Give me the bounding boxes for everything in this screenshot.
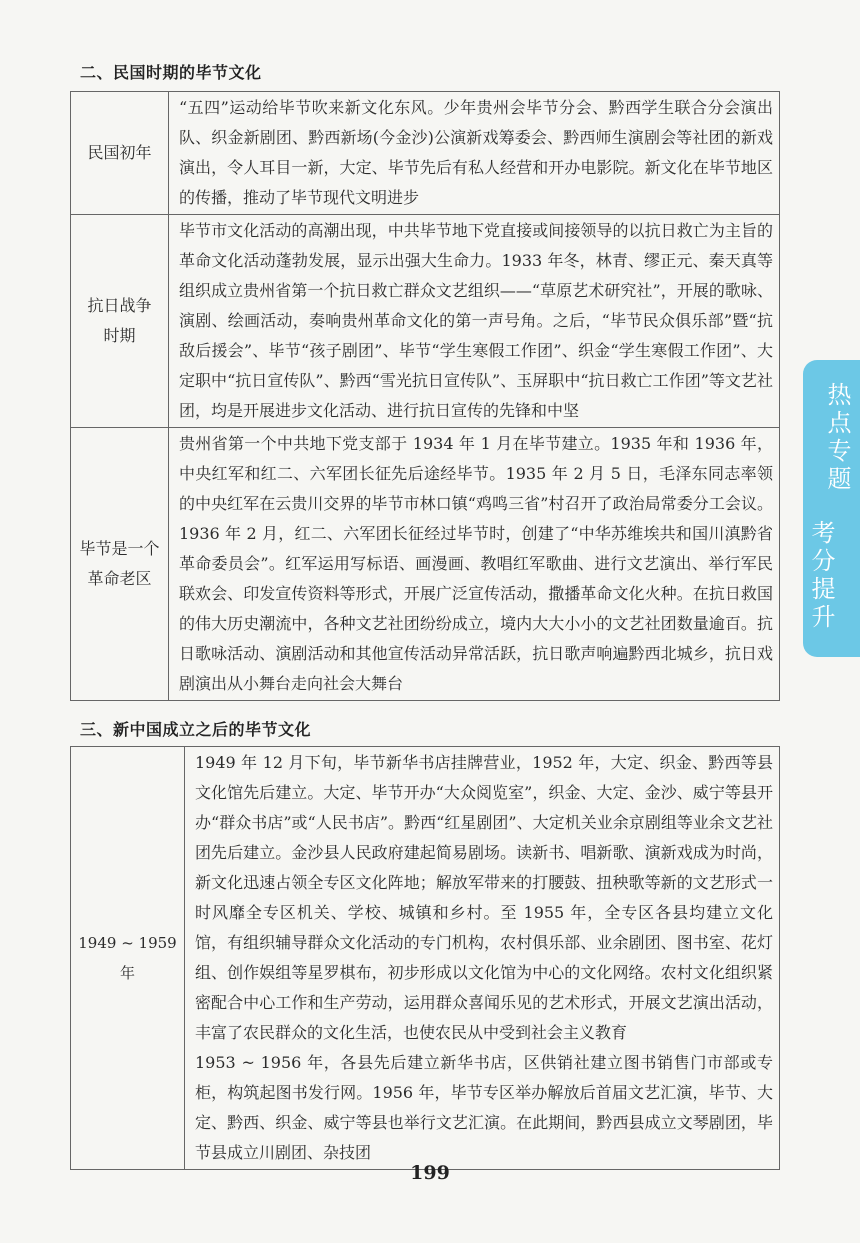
row-label: 抗日战争时期 — [71, 215, 169, 428]
table-row — [71, 92, 780, 215]
new-china-table — [70, 746, 780, 1170]
row-content — [185, 747, 780, 1170]
section-heading-republic: 二、民国时期的毕节文化 — [80, 63, 262, 82]
row-content: “五四”运动给毕节吹来新文化东风。少年贵州会毕节分会、黔西学生联合分会演出队、织金新剧团、黔西新场(今金沙)公演新戏筹委会、黔西师生演剧会等社团的新戏演出，令人耳目一新，大定、毕节先后有私人经营和开办电影院。新文化在毕节地区的传播，推动了毕节现代文明进步 — [169, 92, 780, 215]
table-row — [71, 215, 780, 428]
row-content: 毕节市文化活动的高潮出现，中共毕节地下党直接或间接领导的以抗日救亡为主旨的革命文化活动蓬勃发展，显示出强大生命力。1933 年冬，林青、缪正元、秦天真等组织成立贵州省第一个抗日救亡群众文艺组织——“草原艺术研究社”，开展的歌咏、演剧、绘画活动，奏响贵州革命文化的第一声号角。之后，“毕节民众俱乐部”暨“抗敌后援会”、毕节“孩子剧团”、毕节“学生寒假工作团”、织金“学生寒假工作团”、大定职中“抗日宣传队”、黔西“雪光抗日宣传队”、玉屏职中“抗日救亡工作团”等文艺社团，均是开展进步文化活动、进行抗日宣传的先锋和中坚 — [169, 215, 780, 428]
row-label: 1949 ~ 1959 年 — [71, 747, 185, 1170]
table-row — [71, 747, 780, 1170]
page-number: 199 — [410, 1162, 450, 1184]
row-label: 毕节是一个革命老区 — [71, 428, 169, 701]
paragraph: 1949 年 12 月下旬，毕节新华书店挂牌营业，1952 年，大定、织金、黔西等县文化馆先后建立。大定、毕节开办“大众阅览室”，织金、大定、金沙、威宁等县开办“群众书店”或“人民书店”。黔西“红星剧团”、大定机关业余京剧组等业余文艺社团先后建立。金沙县人民政府建起简易剧场。读新书、唱新歌、演新戏成为时尚，新文化迅速占领全专区文化阵地；解放军带来的打腰鼓、扭秧歌等新的文艺形式一时风靡全专区机关、学校、城镇和乡村。至 1955 年，全专区各县均建立文化馆，有组织辅导群众文化活动的专门机构，农村俱乐部、业余剧团、图书室、花灯组、创作娱组等星罗棋布，初步形成以文化馆为中心的文化网络。农村文化组织紧密配合中心工作和生产劳动，运用群众喜闻乐见的艺术形式，开展文艺演出活动，丰富了农民群众的文化生活，也使农民从中受到社会主义教育 — [195, 753, 773, 1042]
republic-era-table — [70, 91, 780, 701]
paragraph: 1953 ~ 1956 年，各县先后建立新华书店，区供销社建立图书销售门市部或专柜，构筑起图书发行网。1956 年，毕节专区举办解放后首届文艺汇演，毕节、大定、黔西、织金、威宁等县也举行文艺汇演。在此期间，黔西县成立文琴剧团，毕节县成立川剧团、杂技团 — [195, 1053, 773, 1162]
hot-topic-side-tab — [803, 360, 860, 657]
row-content: 贵州省第一个中共地下党支部于 1934 年 1 月在毕节建立。1935 年和 1936 年，中央红军和红二、六军团长征先后途经毕节。1935 年 2 月 5 日，毛泽东同志率领的中央红军在云贵川交界的毕节市林口镇“鸡鸣三省”村召开了政治局常委分工会议。1936 年 2 月，红二、六军团长征经过毕节时，创建了“中华苏维埃共和国川滇黔省革命委员会”。红军运用写标语、画漫画、教唱红军歌曲、进行文艺演出、举行军民联欢会、印发宣传资料等形式，开展广泛宣传活动，撒播革命文化火种。在抗日救国的伟大历史潮流中，各种文艺社团纷纷成立，境内大大小小的文艺社团数量逾百。抗日歌咏活动、演剧活动和其他宣传活动异常活跃，抗日歌声响遍黔西北城乡，抗日戏剧演出从小舞台走向社会大舞台 — [169, 428, 780, 701]
section-heading-new-china: 三、新中国成立之后的毕节文化 — [80, 720, 312, 739]
table-row — [71, 428, 780, 701]
side-tab-line2: 考分提升 — [807, 520, 835, 632]
side-tab-line1: 热点专题 — [823, 382, 851, 494]
row-label: 民国初年 — [71, 92, 169, 215]
